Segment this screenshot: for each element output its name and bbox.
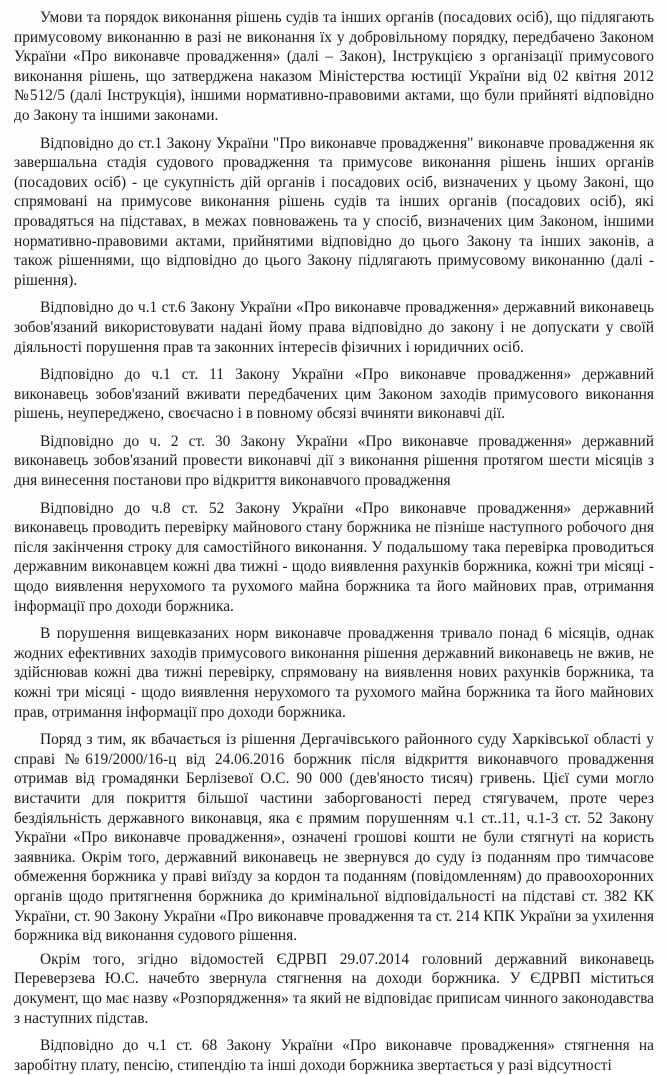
paragraph-intro: Умови та порядок виконання рішень судів та інших органів (посадових осіб), що підлягають примусовому виконанню в разі не виконання їх у добровільному порядку, передбачено Законом України «Про виконавче провадження» (далі – Закон), Інструкцією з організації примусового виконання рішень, що затверджена наказом Міністерства юстиції України від 02 квітня 2012 №512/5 (далі Інструкція), іншими нормативно-правовими актами, що були прийняті відповідно до Закону та іншими законами. <box>14 9 654 124</box>
paragraph-article-1: Відповідно до ст.1 Закону України "Про виконавче провадження" виконавче провадження як завершальна стадія судового провадження та примусове виконання рішень інших органів (посадових осіб) - це сукупність дій органів і посадових осіб, визначених у цьому Законі, що спрямовані на примусове виконання рішень судів та інших органів (посадових осіб), які провадяться на підставах, в межах повноважень та у спосіб, визначених цим Законом, іншими нормативно-правовими актами, прийнятими відповідно до цього Закону та інших законів, а також рішеннями, що відповідно до цього Закону підлягають примусовому виконанню (далі - рішення). <box>14 134 654 289</box>
paragraph-article-11: Відповідно до ч.1 ст. 11 Закону України «Про виконавче провадження» державний виконавець зобов'язаний вживати передбачених цим Законом заходів примусового виконання рішень, неупереджено, своєчасно і в повному обсязі вчиняти виконавчі дії. <box>14 366 654 423</box>
paragraph-edrvp: Окрім того, згідно відомостей ЄДРВП 29.07.2014 головний державний виконавець Переверзева Ю.С. начебто звернула стягнення на доходи боржника. У ЄДРВП міститься документ, що має назву «Розпорядження» та який не відповідає приписам чинного законодавства з наступних підстав. <box>14 950 654 1027</box>
paragraph-article-68: Відповідно до ч.1 ст. 68 Закону України «Про виконавче провадження» стягнення на заробітну плату, пенсію, стипендію та інші доходи боржника звертається у разі відсутності <box>14 1037 654 1074</box>
paragraph-article-52: Відповідно до ч.8 ст. 52 Закону України «Про виконавче провадження» державний виконавець проводить перевірку майнового стану боржника не пізніше наступного робочого дня після закінчення строку для самостійного виконання. У подальшому така перевірка проводиться державним виконавцем кожні два тижні - щодо виявлення рахунків боржника, кожні три місяці - щодо виявлення нерухомого та рухомого майна боржника та його майнових прав, отримання інформації про доходи боржника. <box>14 499 654 615</box>
paragraph-violation: В порушення вищевказаних норм виконавче провадження тривало понад 6 місяців, однак жодних ефективних заходів примусового виконання рішення державний виконавець не вжив, не здійснював кожні два тижні перевірку, спрямовану на виявлення нових рахунків боржника, та кожні три місяці - щодо виявлення нерухомого та рухомого майна боржника та його майнових прав, отримання інформації про доходи боржника. <box>14 625 654 721</box>
paragraph-article-30: Відповідно до ч. 2 ст. 30 Закону України «Про виконавче провадження» державний виконавець зобов'язаний провести виконавчі дії з виконання рішення протягом шести місяців з дня винесення постанови про відкриття виконавчого провадження <box>14 432 654 490</box>
paragraph-court-decision: Поряд з тим, як вбачається із рішення Дергачівського районного суду Харківської області у справі №619/2000/16-ц від 24.06.2016 боржник після відкриття виконавчого провадження отримав від громадянки Берлізевої О.С. 90 000 (дев'яносто тисяч) гривень. Цієї суми могло вистачити для покриття більшої частини заборгованості перед стягувачем, проте через бездіяльність державного виконавця, яка є прямим порушенням ч.1 ст..11, ч.1-3 ст. 52 Закону України «Про виконавче провадження», означені грошові кошти не були стягнуті на користь заявника. Окрім того, державний виконавець не звернувся до суду із поданням про тимчасове обмеження боржника у праві виїзду за кордон та поданням (повідомленням) до правоохоронних органів щодо притягнення боржника до кримінальної відповідальності на підставі ст. 382 КК України, ст. 90 Закону України «Про виконавче провадження та ст. 214 КПК України за ухилення боржника від виконання судового рішення. <box>14 731 654 945</box>
paragraph-article-6: Відповідно до ч.1 ст.6 Закону України «Про виконавче провадження» державний виконавець зобов'язаний використовувати надані йому права відповідно до закону і не допускати у своїй діяльності порушення прав та законних інтересів фізичних і юридичних осіб. <box>14 299 654 356</box>
